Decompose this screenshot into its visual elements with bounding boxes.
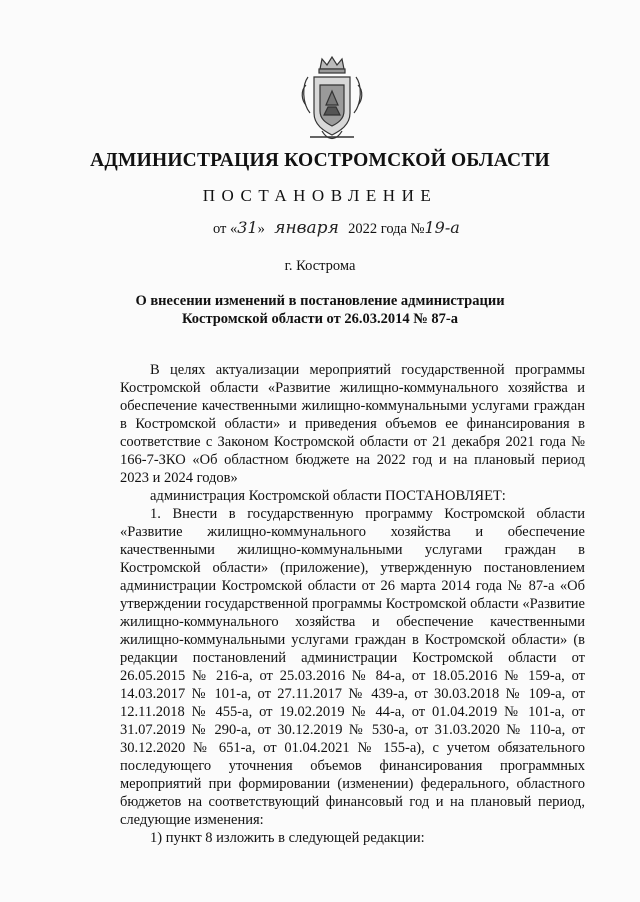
coat-of-arms-icon [300, 55, 364, 143]
date-prefix: от « [213, 221, 238, 237]
subject-line-2: Костромской области от 26.03.2014 № 87-а [181, 311, 459, 327]
subject-heading [0, 292, 640, 328]
document-type: ПОСТАНОВЛЕНИЕ [202, 186, 438, 205]
date-mid: » [257, 221, 265, 237]
date-day: 31 [237, 218, 258, 237]
subitem-1-paragraph: 1) пункт 8 изложить в следующей редакции: [150, 830, 425, 846]
subject-line-1: О внесении изменений в постановление администрации [135, 293, 505, 309]
date-year: 2022 года № [348, 221, 425, 237]
document-body [120, 361, 585, 847]
resolves-paragraph: администрация Костромской области ПОСТАНОВЛЯЕТ: [150, 488, 506, 504]
date-month: января [274, 218, 339, 238]
item-1-paragraph: 1. Внести в государственную программу Костромской области «Развитие жилищно-коммунального хозяйства и обеспечение качественными жилищно-коммунальными услугами граждан в Костромской области» (приложение), утвержденную постановлением администрации Костромской области от 26 марта 2014 года № 87-а «Об утверждении государственной программы Костромской области «Развитие жилищно-коммунального хозяйства и обеспечение качественными жилищно-коммунальными услугами граждан в Костромской области» (в редакции постановлений администрации Костромской области от 26.05.2015 № 216-а, от 25.03.2016 № 84-а, от 18.05.2016 № 159-а, от 14.03.2017 № 101-а, от 27.11.2017 № 439-а, от 30.03.2018 № 109-а, от 12.11.2018 № 455-а, от 19.02.2019 № 44-а, от 01.04.2019 № 101-а, от 31.07.2019 № 290-а, от 30.12.2019 № 530-а, от 31.03.2020 № 110-а, от 30.12.2020 № 651-а, от 01.04.2021 № 155-а), с учетом обязательного последующего уточнения объемов финансирования программных мероприятий при формировании (изменении) федерального, областного бюджетов на соответствующий финансовый год и на плановый период, следующие изменения: [120, 506, 585, 828]
document-number: 19-а [424, 218, 460, 237]
date-line [213, 218, 460, 238]
organization-title: АДМИНИСТРАЦИЯ КОСТРОМСКОЙ ОБЛАСТИ [90, 150, 550, 171]
preamble-paragraph: В целях актуализации мероприятий государственной программы Костромской области «Развитие жилищно-коммунального хозяйства и обеспечение качественными жилищно-коммунальными услугами граждан в Костромской области» и приведения объемов ее финансирования в соответствие с Законом Костромской области от 21 декабря 2021 года № 166-7-ЗКО «Об областном бюджете на 2022 год и на плановый период 2023 и 2024 годов» [120, 362, 585, 486]
city: г. Кострома [284, 258, 356, 274]
